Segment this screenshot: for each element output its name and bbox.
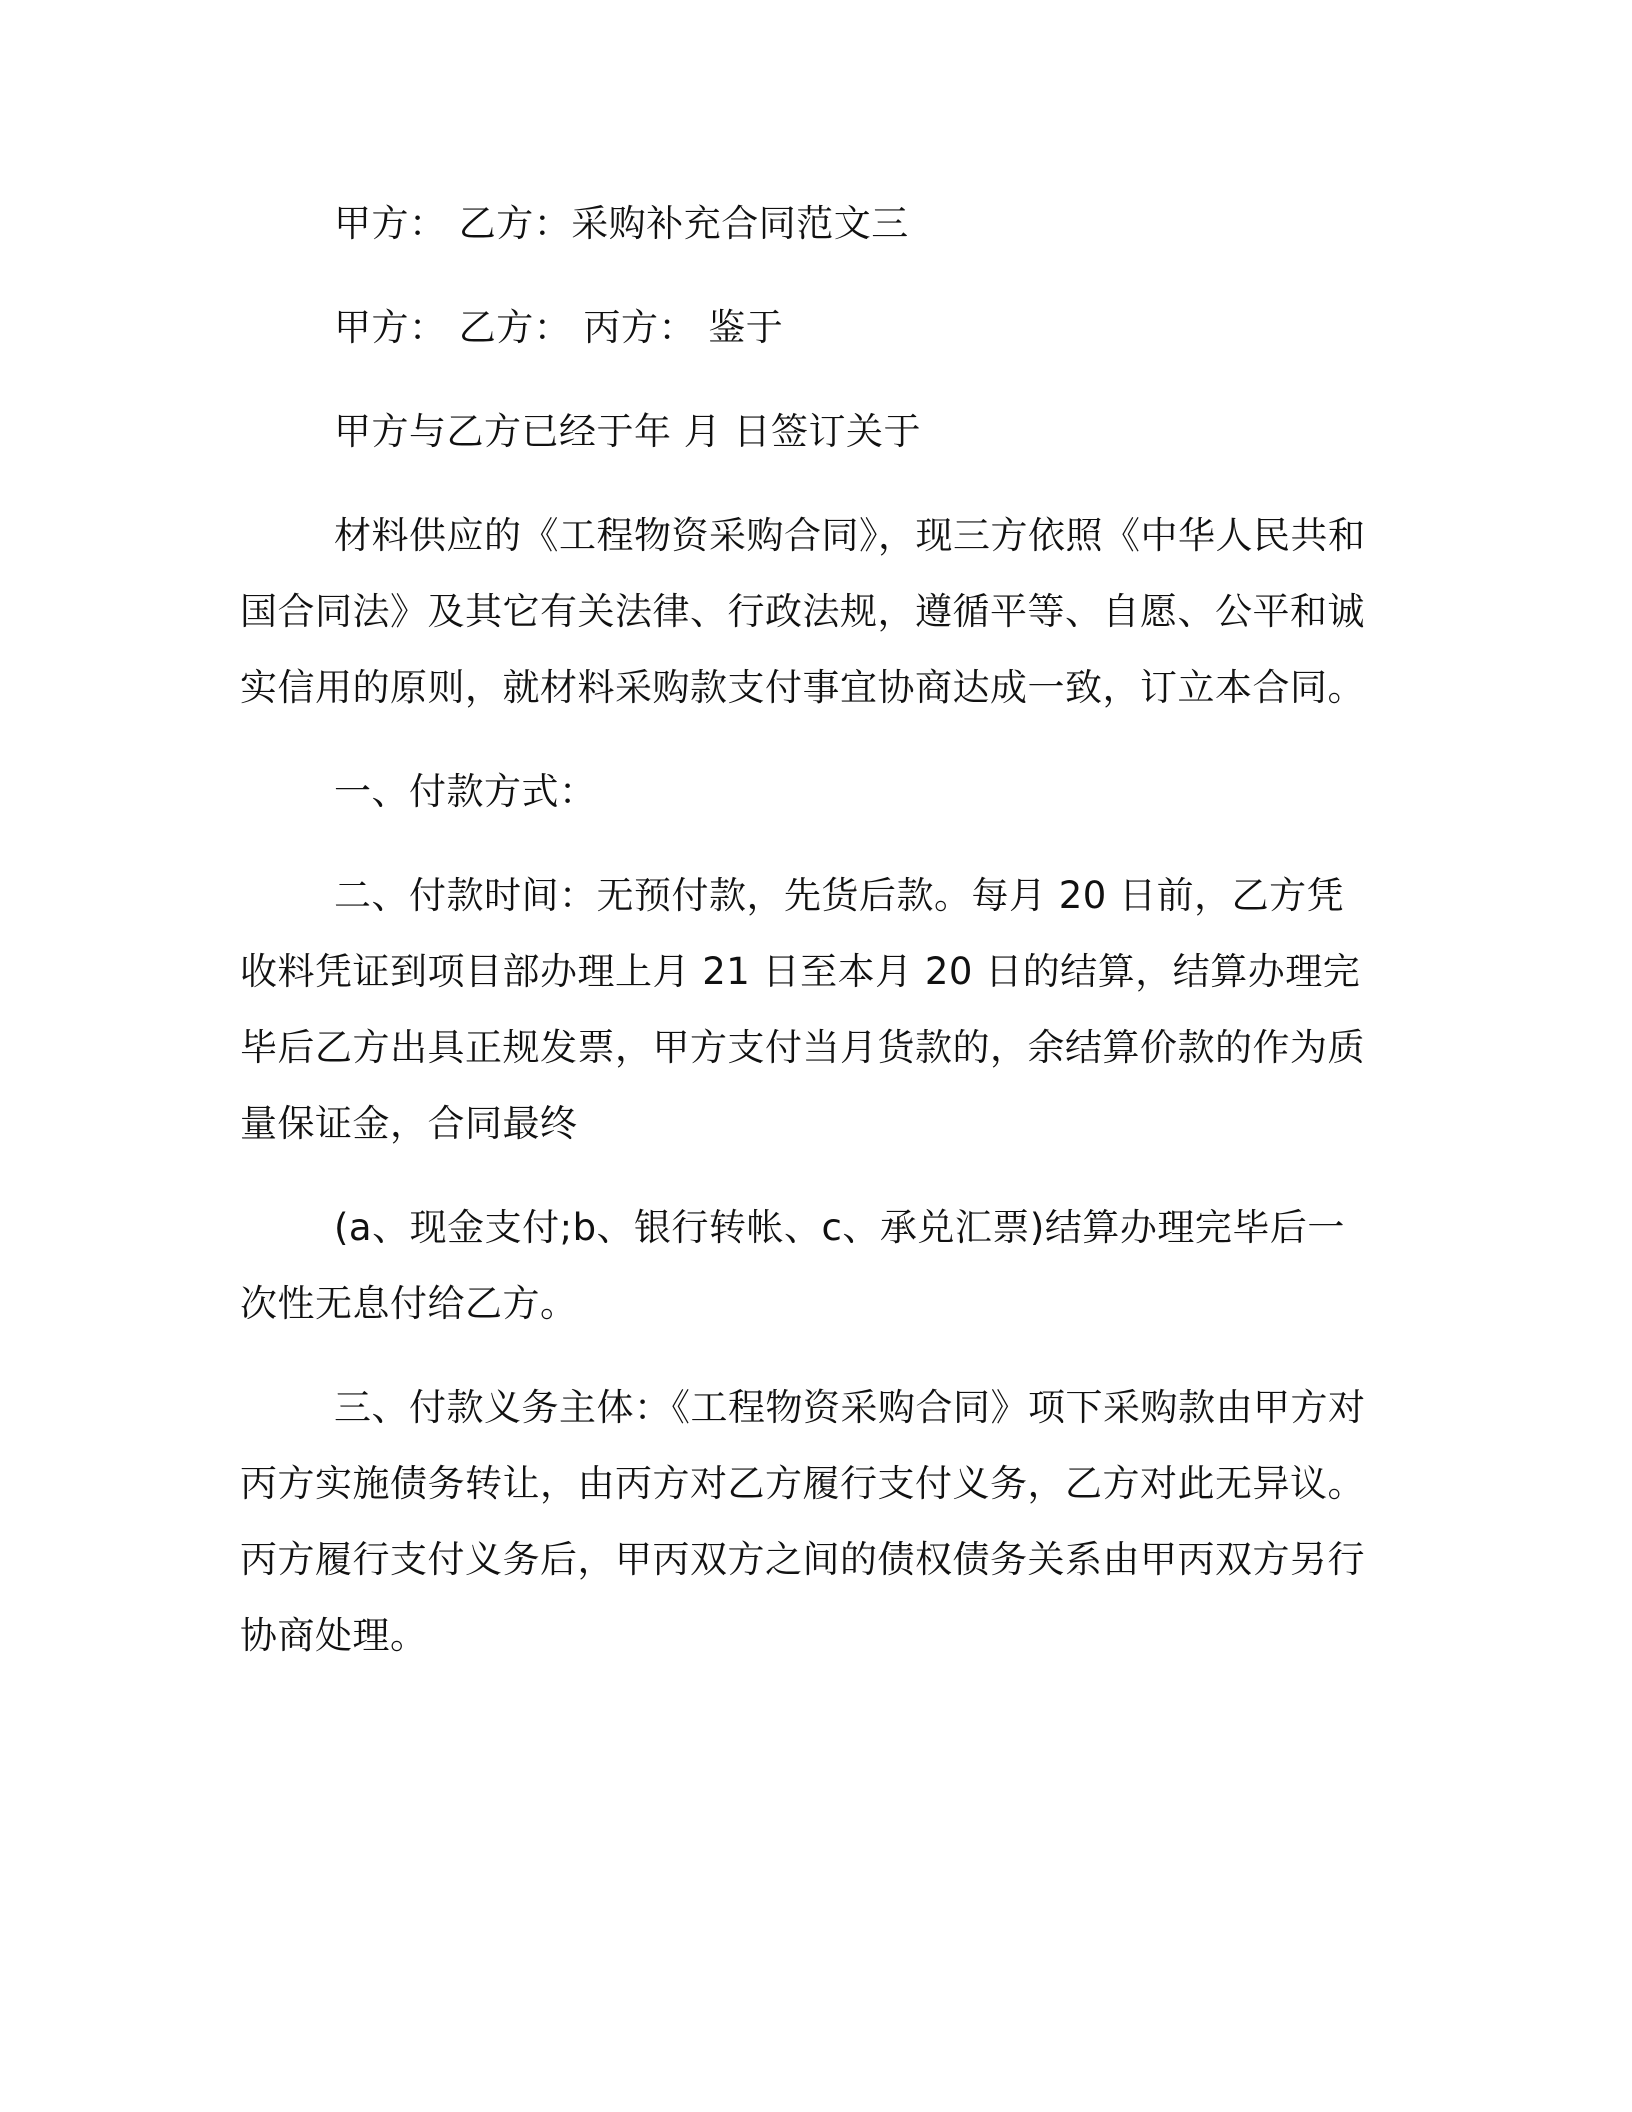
document-body	[240, 186, 1380, 1674]
paragraph-parties-title: 甲方： 乙方：采购补充合同范文三	[334, 202, 909, 245]
paragraph-payment-method: 一、付款方式：	[334, 770, 597, 813]
paragraph-payment-obligor: 三、付款义务主体：《工程物资采购合同》项下采购款由甲方对丙方实施债务转让，由丙方对乙方履行支付义务，乙方对此无异议。丙方履行支付义务后，甲丙双方之间的债权债务关系由甲丙双方另行协商处理。	[240, 1386, 1366, 1657]
paragraph-payment-options: (a、现金支付;b、银行转帐、c、承兑汇票)结算办理完毕后一次性无息付给乙方。	[240, 1206, 1345, 1325]
paragraph-payment-time: 二、付款时间：无预付款，先货后款。每月 20 日前，乙方凭收料凭证到项目部办理上月 21 日至本月 20 日的结算，结算办理完毕后乙方出具正规发票，甲方支付当月货款的，余结算价款的作为质量保证金，合同最终	[240, 874, 1365, 1145]
paragraph-signed-date: 甲方与乙方已经于年 月 日签订关于	[334, 410, 922, 453]
paragraph-preamble: 材料供应的《工程物资采购合同》，现三方依照《中华人民共和国合同法》及其它有关法律、行政法规，遵循平等、自愿、公平和诚实信用的原则，就材料采购款支付事宜协商达成一致，订立本合同。	[240, 514, 1366, 709]
paragraph-parties-whereas: 甲方： 乙方： 丙方： 鉴于	[334, 306, 784, 349]
